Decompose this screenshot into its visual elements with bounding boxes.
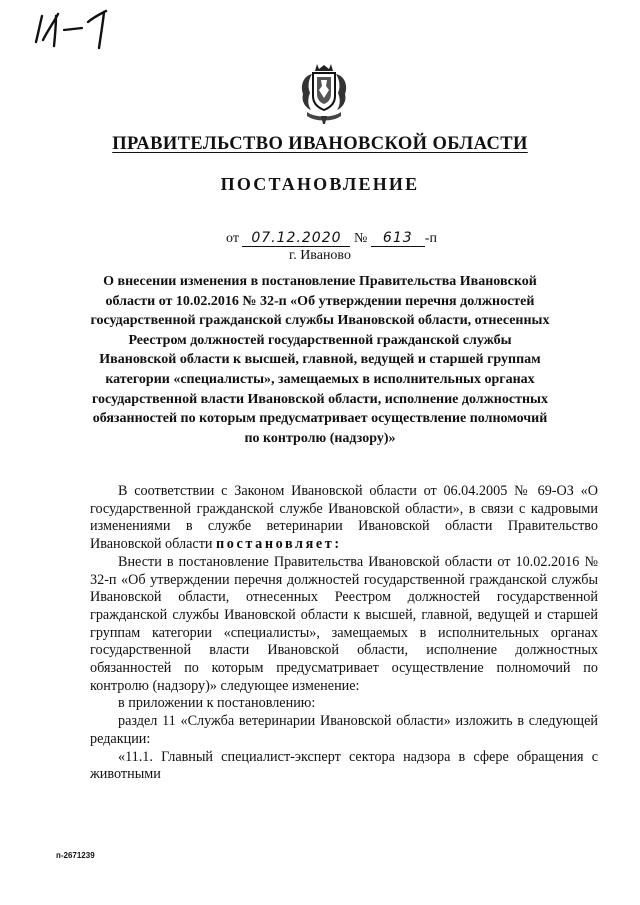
decree-body	[90, 483, 598, 784]
decree-keyword: постановляет:	[216, 536, 342, 553]
number-sign: №	[353, 231, 368, 246]
paragraph-appendix: в приложении к постановлению:	[118, 695, 316, 712]
paragraph-basis-text: В соответствии с Законом Ивановской области от 06.04.2005 № 69-ОЗ «О государственной гражданской службе Ивановской области», в связи с кадровыми изменениями в службе ветеринарии Ивановской области Правительство Ивановской области	[90, 483, 598, 553]
document-type-title: ПОСТАНОВЛЕНИЕ	[220, 174, 420, 194]
paragraph-item: «11.1. Главный специалист-эксперт сектора надзора в сфере обращения с животными	[90, 748, 598, 783]
paragraph-section: раздел 11 «Служба ветеринарии Ивановской области» изложить в следующей редакции:	[90, 713, 598, 747]
paragraph-amendment: Внести в постановление Правительства Ивановской области от 10.02.2016 № 32-п «Об утверждении перечня должностей государственной гражданской службы Ивановской области, отнесенных Реестром должностей государственной гражданской службы Ивановской области к высшей, главной, ведущей и старшей группам категории «специалисты», замещаемых в исполнительных органах государственной власти Ивановской области, исполнение должностных обязанностей по которым предусматривает осуществление полномочий по контролю (надзору)» следующее изменение:	[90, 553, 598, 694]
footer-document-code: п-2671239	[56, 851, 95, 860]
decree-subject: О внесении изменения в постановление Правительства Ивановской области от 10.02.2016 № 32-п «Об утверждении перечня должностей государственной гражданской службы Ивановской области, отнесенных Реестром должностей государственной гражданской службы Ивановской области к высшей, главной, ведущей и старшей группам категории «специалисты», замещаемых в исполнительных органах государственной власти Ивановской области, исполнение должностных обязанностей по которым предусматривает осуществление полномочий по контролю (надзору)»	[90, 274, 550, 446]
government-title: ПРАВИТЕЛЬСТВО ИВАНОВСКОЙ ОБЛАСТИ	[112, 134, 528, 154]
date-prefix: от	[226, 231, 239, 246]
handwritten-date: 07.12.2020	[242, 231, 350, 247]
city-line: г. Иваново	[289, 248, 351, 263]
coat-of-arms-emblem	[297, 60, 351, 126]
handwritten-number: 613	[371, 231, 425, 247]
handwritten-mark	[30, 8, 125, 50]
date-number-line	[226, 231, 437, 247]
paragraph-basis	[90, 483, 598, 554]
number-suffix: -п	[424, 231, 437, 246]
